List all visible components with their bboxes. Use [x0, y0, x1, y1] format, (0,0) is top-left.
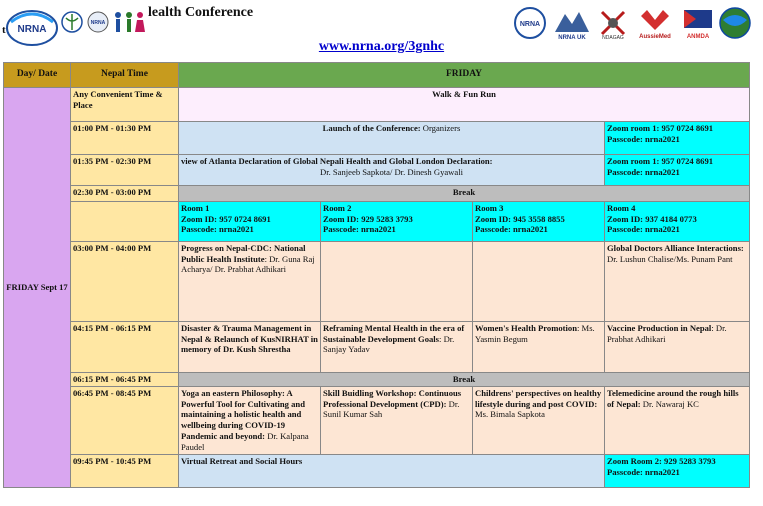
time-cell: 01:35 PM - 02:30 PM	[71, 155, 179, 186]
col-header-friday: FRIDAY	[179, 63, 750, 88]
schedule-table	[3, 62, 750, 488]
time-cell: 09:45 PM - 10:45 PM	[71, 455, 179, 488]
col-header-time: Nepal Time	[71, 63, 179, 88]
time-cell: 06:45 PM - 08:45 PM	[71, 387, 179, 455]
emblem-icon	[60, 10, 84, 34]
nrna-uk-logo-icon	[553, 6, 591, 40]
time-cell: 01:00 PM - 01:30 PM	[71, 122, 179, 155]
zoom-room-cell: Zoom room 1: 957 0724 8691 Passcode: nrna2021	[605, 122, 750, 155]
room-cell: Room 4 Zoom ID: 937 4184 0773 Passcode: nrna2021	[605, 202, 750, 242]
session-cell: Women's Health Promotion: Ms. Yasmin Begum	[473, 322, 605, 373]
svg-text:NRNA: NRNA	[519, 21, 541, 28]
room-cell: Room 1 Zoom ID: 957 0724 8691 Passcode: nrna2021	[179, 202, 321, 242]
session-cell: Childrens' perspectives on healthy lifestyle during and post COVID: Ms. Bimala Sapkota	[473, 387, 605, 455]
session-cell: Disaster & Trauma Management in Nepal & Relaunch of KusNIRHAT in memory of Dr. Kush Shrestha	[179, 322, 321, 373]
time-cell: 03:00 PM - 04:00 PM	[71, 242, 179, 322]
time-cell	[71, 202, 179, 242]
title-prefix: t	[2, 24, 6, 36]
break-cell: Break	[179, 373, 750, 387]
zoom-room-cell: Zoom room 1: 957 0724 8691 Passcode: nrna2021	[605, 155, 750, 186]
time-cell: 04:15 PM - 06:15 PM	[71, 322, 179, 373]
time-cell: 06:15 PM - 06:45 PM	[71, 373, 179, 387]
nrna-small-logo-icon	[86, 10, 110, 34]
day-cell: FRIDAY Sept 17	[4, 88, 71, 488]
session-cell: Progress on Nepal-CDC: National Public Health Institute: Dr. Guna Raj Acharya/ Dr. Prabhat Adhikari	[179, 242, 321, 322]
ndagag-logo-icon	[596, 6, 630, 40]
session-cell: Skill Buidling Workshop: Continuous Professional Development (CPD): Dr. Sunil Kumar Sah	[321, 387, 473, 455]
page-header	[0, 0, 763, 60]
nrna-logo-text: NRNA	[17, 24, 47, 35]
session-cell: Telemedicine around the rough hills of Nepal: Dr. Nawaraj KC	[605, 387, 750, 455]
svg-text:NRNA UK: NRNA UK	[558, 35, 586, 40]
conference-url-link[interactable]: www.nrna.org/3gnhc	[318, 39, 445, 54]
event-walk-run: Walk & Fun Run	[179, 88, 750, 122]
session-cell: Global Doctors Alliance Interactions: Dr. Lushun Chalise/Ms. Punam Pant	[605, 242, 750, 322]
anmda-logo-icon	[680, 6, 716, 40]
nrna-sponsor-logo-icon	[513, 6, 547, 40]
session-cell: Vaccine Production in Nepal: Dr. Prabhat Adhikari	[605, 322, 750, 373]
time-cell: Any Convenient Time & Place	[71, 88, 179, 122]
svg-text:ANMDA: ANMDA	[686, 34, 710, 40]
col-header-day: Day/ Date	[4, 63, 71, 88]
event-virtual-retreat: Virtual Retreat and Social Hours	[179, 455, 605, 488]
room-cell: Room 2 Zoom ID: 929 5283 3793 Passcode: nrna2021	[321, 202, 473, 242]
session-cell	[473, 242, 605, 322]
zoom-room-cell: Zoom Room 2: 929 5283 3793 Passcode: nrna2021	[605, 455, 750, 488]
room-cell: Room 3 Zoom ID: 945 3558 8855 Passcode: nrna2021	[473, 202, 605, 242]
break-cell: Break	[179, 186, 750, 202]
svg-text:NDAGAG: NDAGAG	[602, 35, 624, 40]
globe-logo-icon	[718, 6, 752, 40]
time-cell: 02:30 PM - 03:00 PM	[71, 186, 179, 202]
event-declaration: view of Atlanta Declaration of Global Nepali Health and Global London Declaration: Dr. Sanjeeb Sapkota/ Dr. Dinesh Gyawali	[179, 155, 605, 186]
people-icon	[112, 10, 146, 34]
session-cell	[321, 242, 473, 322]
conference-title: lealth Conference	[148, 5, 254, 20]
svg-text:NRNA: NRNA	[90, 20, 106, 26]
aussiemed-logo-icon	[635, 6, 675, 40]
session-cell: Reframing Mental Health in the era of Sustainable Development Goals: Dr. Sanjay Yadav	[321, 322, 473, 373]
session-cell: Yoga an eastern Philosophy: A Powerful Tool for Cultivating and maintaining a holistic health and wellbeing during COVID-19 Pandemic and beyond: Dr. Kalpana Paudel	[179, 387, 321, 455]
event-launch: Launch of the Conference: Organizers	[179, 122, 605, 155]
svg-text:AussieMed: AussieMed	[639, 34, 671, 40]
